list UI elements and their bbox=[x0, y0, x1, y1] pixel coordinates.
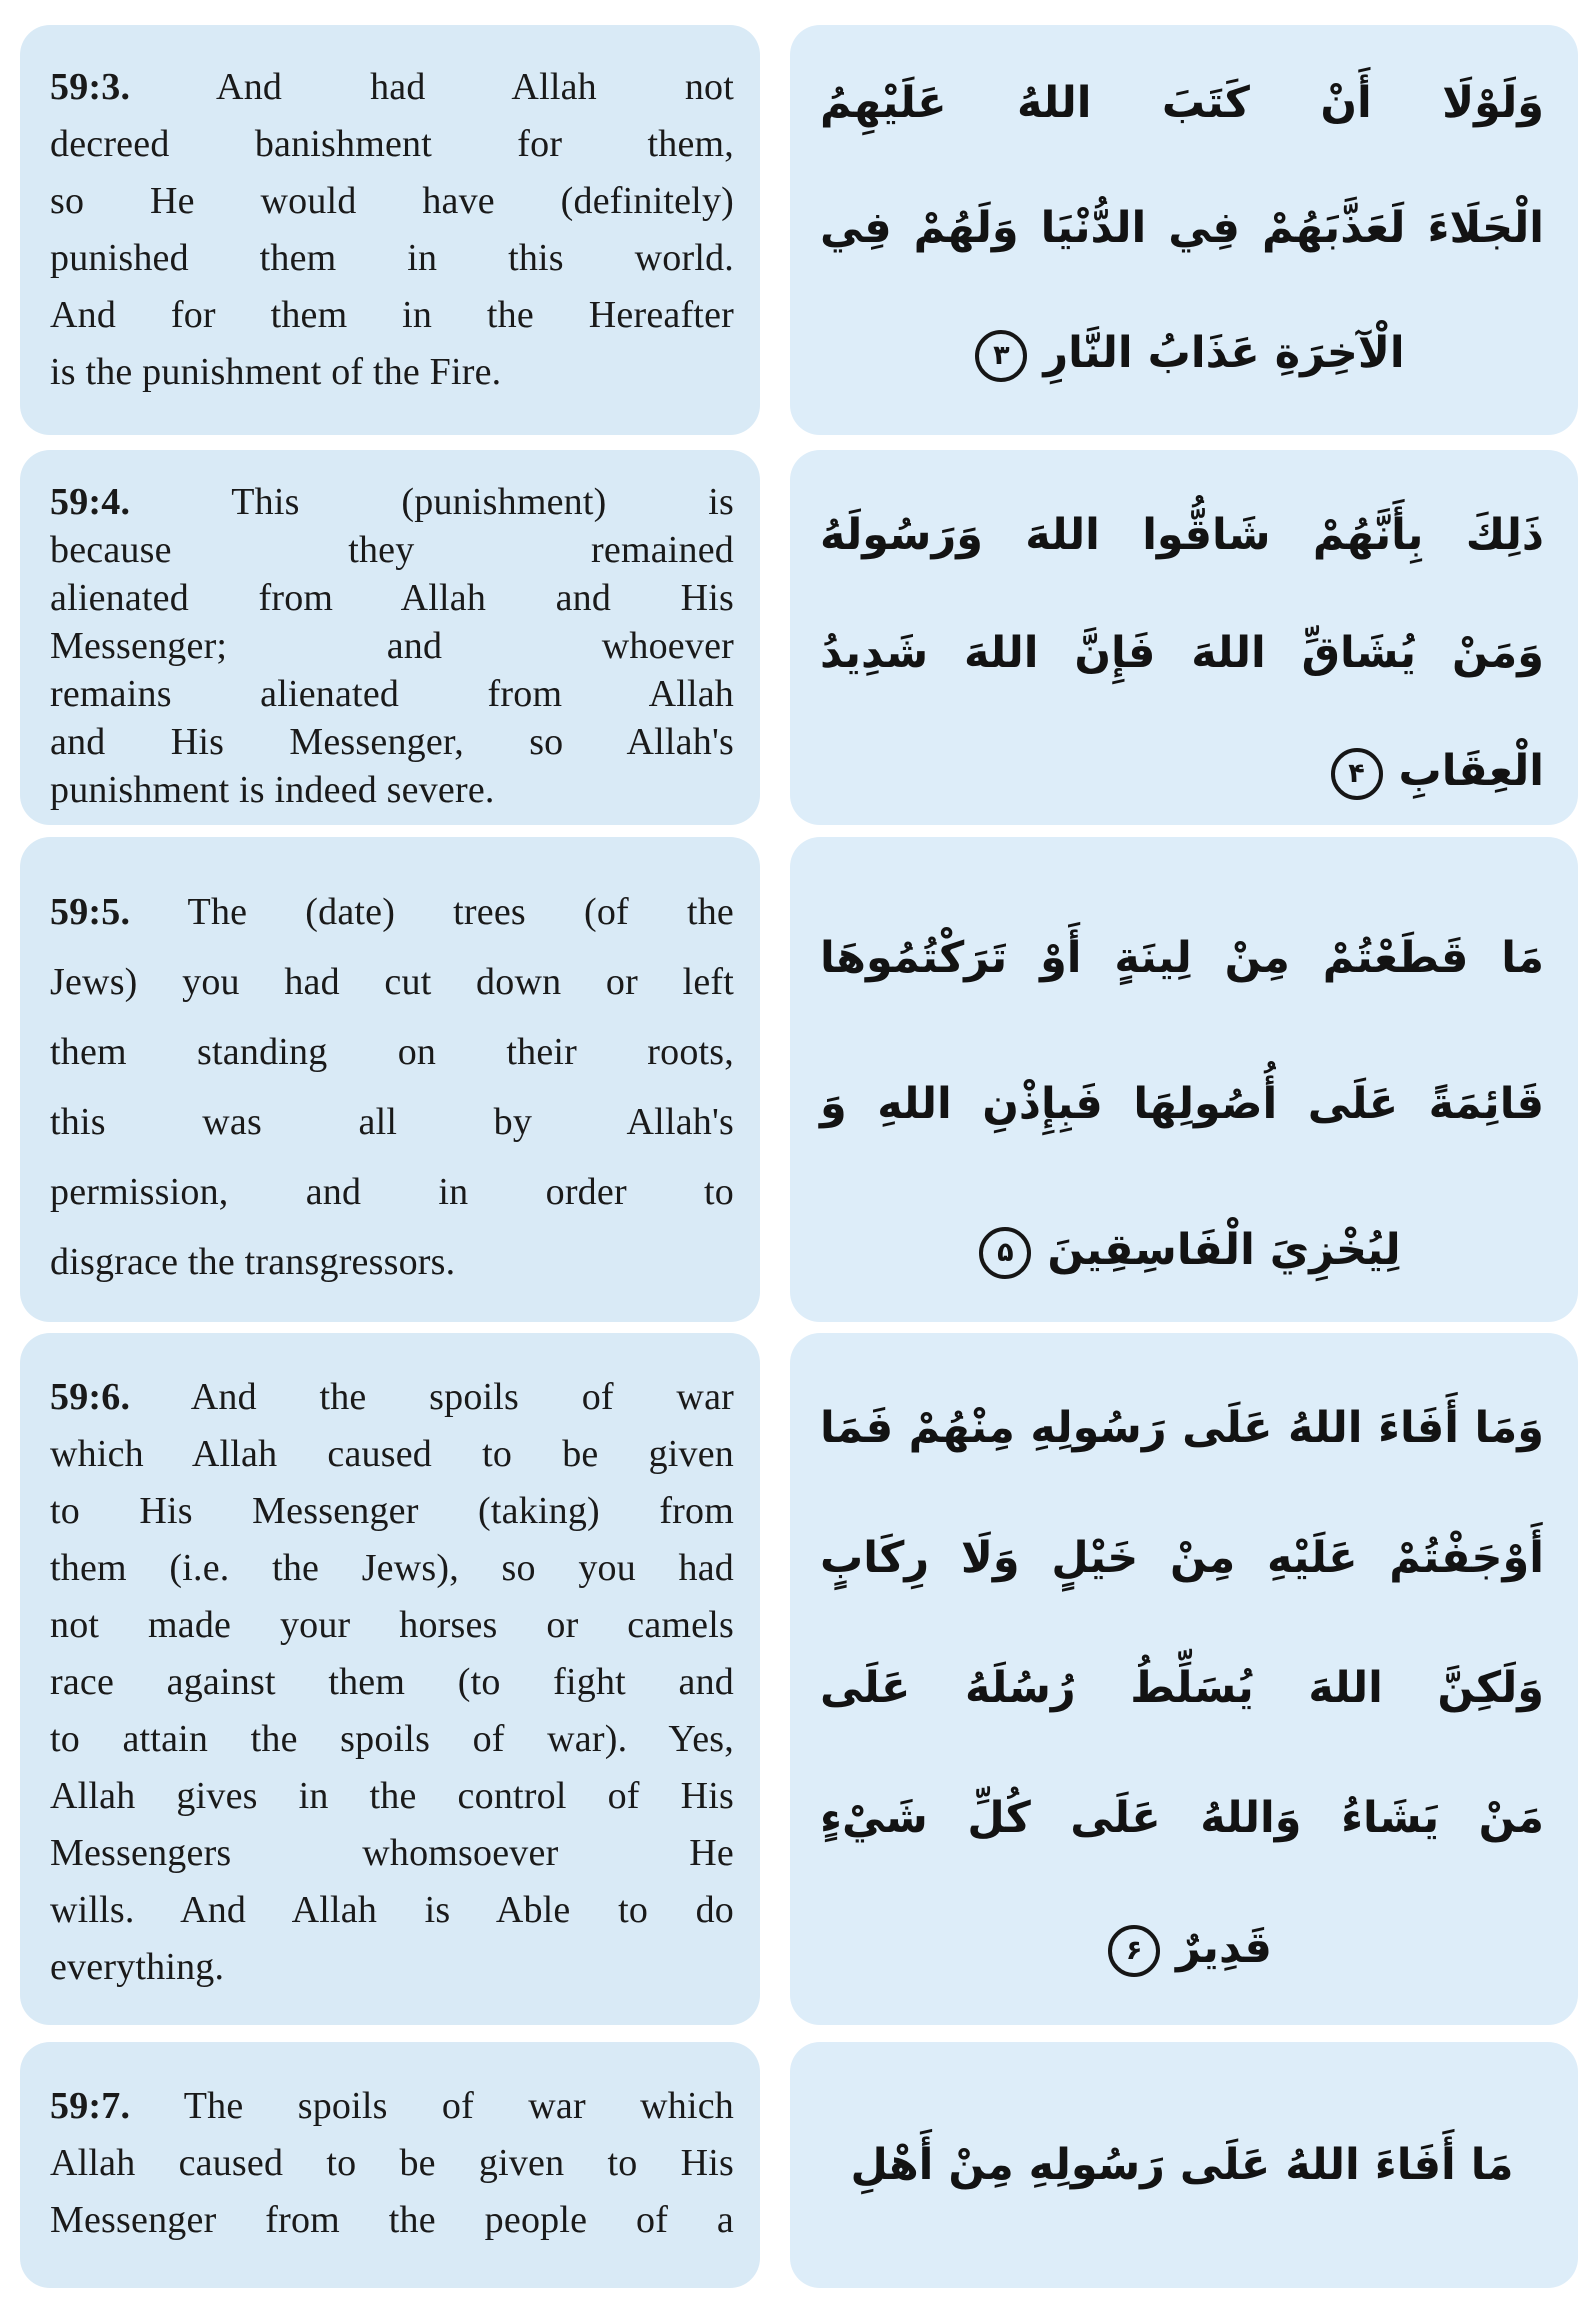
arabic-line: وَمَا أَفَاءَ اللهُ عَلَى رَسُولِهِ مِنْهُمْ فَمَا bbox=[820, 1403, 1544, 1453]
english-line: Messengers whomsoever He bbox=[50, 1832, 734, 1874]
arabic-text: لِيُخْزِيَ الْفَاسِقِينَ bbox=[1047, 1225, 1401, 1275]
english-box-59-6 bbox=[20, 1333, 760, 2025]
verse-row-59-3 bbox=[20, 25, 1578, 435]
english-line: this was all by Allah's bbox=[50, 1101, 734, 1143]
verse-row-59-5 bbox=[20, 837, 1578, 1322]
english-line: to attain the spoils of war). Yes, bbox=[50, 1718, 734, 1760]
english-box-59-4 bbox=[20, 450, 760, 825]
english-text: And had Allah not bbox=[216, 66, 734, 108]
english-line: decreed banishment for them, bbox=[50, 123, 734, 165]
arabic-line: وَمَنْ يُشَاقِّ اللهَ فَإِنَّ اللهَ شَدِيدُ bbox=[820, 628, 1544, 678]
arabic-text: قَدِيرٌ bbox=[1176, 1923, 1272, 1973]
english-line bbox=[50, 478, 734, 526]
english-line: Allah gives in the control of His bbox=[50, 1775, 734, 1817]
verse-number-circle: ۶ bbox=[1108, 1925, 1160, 1977]
english-box-59-7 bbox=[20, 2042, 760, 2288]
arabic-box-59-7 bbox=[790, 2042, 1578, 2288]
english-line: Messenger; and whoever bbox=[50, 625, 734, 667]
verse-row-59-6 bbox=[20, 1333, 1578, 2025]
arabic-line: الْجَلَاءَ لَعَذَّبَهُمْ فِي الدُّنْيَا وَلَهُمْ فِي bbox=[820, 203, 1544, 253]
english-line: so He would have (definitely) bbox=[50, 180, 734, 222]
english-line: and His Messenger, so Allah's bbox=[50, 721, 734, 763]
arabic-line: مَا قَطَعْتُمْ مِنْ لِينَةٍ أَوْ تَرَكْتُمُوهَا bbox=[820, 933, 1544, 983]
english-text: The (date) trees (of the bbox=[187, 891, 734, 933]
english-line: because they remained bbox=[50, 529, 734, 571]
english-line: them standing on their roots, bbox=[50, 1031, 734, 1073]
arabic-line: قَائِمَةً عَلَى أُصُولِهَا فَبِإِذْنِ اللهِ وَ bbox=[820, 1079, 1544, 1129]
arabic-box-59-3 bbox=[790, 25, 1578, 435]
english-line: Messenger from the people of a bbox=[50, 2199, 734, 2241]
english-line: punishment is indeed severe. bbox=[50, 769, 495, 811]
english-box-59-5 bbox=[20, 837, 760, 1322]
english-line: permission, and in order to bbox=[50, 1171, 734, 1213]
verse-row-59-7 bbox=[20, 2042, 1578, 2288]
english-line: Jews) you had cut down or left bbox=[50, 961, 734, 1003]
english-line bbox=[50, 877, 734, 947]
verse-number-circle: ۵ bbox=[979, 1227, 1031, 1279]
verse-row-59-4 bbox=[20, 450, 1578, 825]
arabic-line bbox=[820, 712, 1544, 830]
english-line: to His Messenger (taking) from bbox=[50, 1490, 734, 1532]
english-box-59-3 bbox=[20, 25, 760, 435]
arabic-line: أَوْجَفْتُمْ عَلَيْهِ مِنْ خَيْلٍ وَلَا رِكَابٍ bbox=[820, 1533, 1544, 1583]
english-line bbox=[50, 59, 734, 116]
arabic-line bbox=[820, 1177, 1544, 1323]
arabic-line: مَا أَفَاءَ اللهُ عَلَى رَسُولِهِ مِنْ أَهْلِ bbox=[850, 2140, 1514, 2190]
english-text: The spoils of war which bbox=[183, 2085, 734, 2127]
english-line: everything. bbox=[50, 1946, 225, 1988]
arabic-line: ذَلِكَ بِأَنَّهُمْ شَاقُّوا اللهَ وَرَسُولَهُ bbox=[820, 510, 1544, 560]
english-line: And for them in the Hereafter bbox=[50, 294, 734, 336]
english-line: Allah caused to be given to His bbox=[50, 2142, 734, 2184]
english-text: This (punishment) is bbox=[231, 481, 734, 523]
english-line bbox=[50, 1369, 734, 1426]
verse-ref: 59:4. bbox=[50, 481, 131, 523]
verse-number-circle: ۳ bbox=[975, 330, 1027, 382]
verse-ref: 59:6. bbox=[50, 1376, 131, 1418]
english-line: race against them (to fight and bbox=[50, 1661, 734, 1703]
arabic-text: الْعِقَابِ bbox=[1398, 746, 1544, 796]
english-line: disgrace the transgressors. bbox=[50, 1241, 456, 1283]
verse-ref: 59:5. bbox=[50, 891, 131, 933]
arabic-text: الْآخِرَةِ عَذَابُ النَّارِ bbox=[1043, 328, 1405, 378]
english-line: not made your horses or camels bbox=[50, 1604, 734, 1646]
english-line: remains alienated from Allah bbox=[50, 673, 734, 715]
english-text: And the spoils of war bbox=[190, 1376, 734, 1418]
verse-ref: 59:3. bbox=[50, 66, 131, 108]
verse-ref: 59:7. bbox=[50, 2085, 131, 2127]
arabic-box-59-5 bbox=[790, 837, 1578, 1322]
english-line: wills. And Allah is Able to do bbox=[50, 1889, 734, 1931]
english-line bbox=[50, 2078, 734, 2135]
arabic-line: مَنْ يَشَاءُ وَاللهُ عَلَى كُلِّ شَيْءٍ bbox=[820, 1793, 1544, 1843]
english-line: which Allah caused to be given bbox=[50, 1433, 734, 1475]
arabic-line bbox=[820, 1883, 1544, 2013]
arabic-box-59-6 bbox=[790, 1333, 1578, 2025]
english-line: punished them in this world. bbox=[50, 237, 734, 279]
arabic-line bbox=[820, 291, 1544, 416]
verse-number-circle: ۴ bbox=[1331, 748, 1383, 800]
english-line: them (i.e. the Jews), so you had bbox=[50, 1547, 734, 1589]
english-line: is the punishment of the Fire. bbox=[50, 351, 502, 393]
arabic-line: وَلَكِنَّ اللهَ يُسَلِّطُ رُسُلَهُ عَلَى bbox=[820, 1663, 1544, 1713]
arabic-box-59-4 bbox=[790, 450, 1578, 825]
arabic-line: وَلَوْلَا أَنْ كَتَبَ اللهُ عَلَيْهِمُ bbox=[820, 78, 1544, 128]
english-line: alienated from Allah and His bbox=[50, 577, 734, 619]
